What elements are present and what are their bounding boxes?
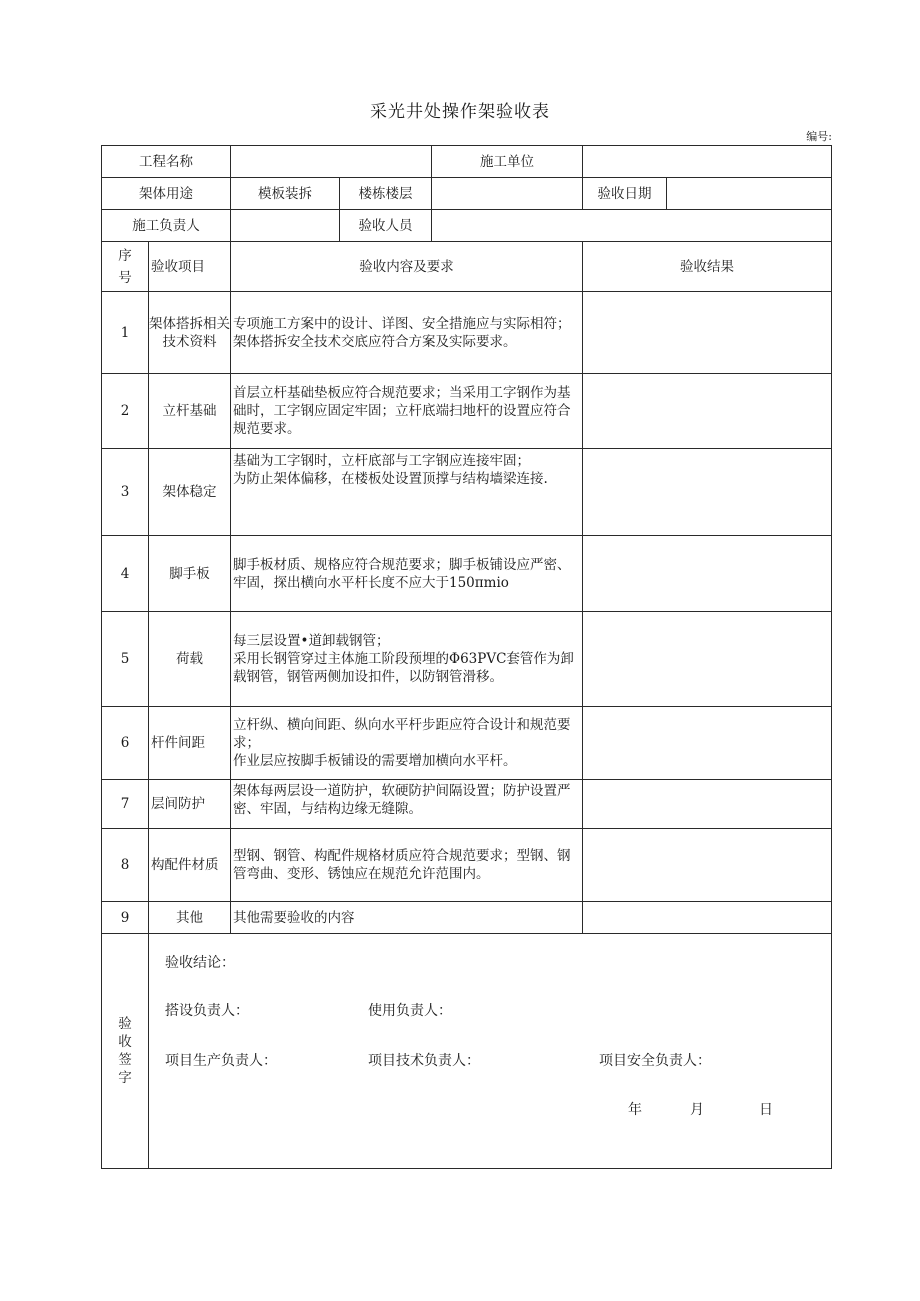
row-item: 立杆基础	[149, 374, 231, 449]
row-requirements: 型钢、钢管、构配件规格材质应符合规范要求；型钢、钢管弯曲、变形、锈蚀应在规范允许范围内。	[231, 829, 583, 902]
table-row	[102, 374, 832, 449]
col-header-result: 验收结果	[583, 242, 832, 292]
column-header-row	[102, 242, 832, 292]
row-number: 2	[102, 374, 149, 449]
production-leader-label: 项目生产负责人：	[165, 1053, 277, 1069]
row-result-field[interactable]	[583, 536, 832, 612]
row-item: 架体稳定	[149, 449, 231, 536]
row-item: 构配件材质	[149, 829, 231, 902]
signoff-row	[102, 934, 832, 1169]
building-floor-field[interactable]	[432, 178, 583, 210]
inspection-table	[101, 145, 832, 1169]
table-row	[102, 612, 832, 707]
technical-leader-label: 项目技术负责人：	[368, 1053, 480, 1069]
project-name-field[interactable]	[231, 146, 432, 178]
project-name-label: 工程名称	[102, 146, 231, 178]
inspection-date-field[interactable]	[667, 178, 832, 210]
construction-unit-field[interactable]	[583, 146, 832, 178]
col-header-item: 验收项目	[149, 242, 231, 292]
row-requirements: 其他需要验收的内容	[231, 902, 583, 934]
row-number: 1	[102, 292, 149, 374]
row-item: 脚手板	[149, 536, 231, 612]
row-item: 荷载	[149, 612, 231, 707]
header-row-usage	[102, 178, 832, 210]
signoff-label-char: 验	[118, 1016, 132, 1032]
row-number: 4	[102, 536, 149, 612]
row-result-field[interactable]	[583, 829, 832, 902]
page-title: 采光井处操作架验收表	[370, 102, 550, 122]
usage-label: 架体用途	[102, 178, 231, 210]
row-result-field[interactable]	[583, 902, 832, 934]
table-row	[102, 292, 832, 374]
row-number: 6	[102, 707, 149, 780]
row-number: 7	[102, 780, 149, 829]
row-number: 9	[102, 902, 149, 934]
signoff-area	[149, 934, 832, 1169]
signoff-label-char: 签	[118, 1052, 132, 1068]
col-header-requirements: 验收内容及要求	[231, 242, 583, 292]
header-row-personnel	[102, 210, 832, 242]
row-requirements: 基础为工字钢时，立杆底部与工字钢应连接牢固； 为防止架体偏移，在楼板处设置顶撑与结构墙梁连接.	[231, 449, 583, 536]
usage-field[interactable]: 模板装拆	[231, 178, 340, 210]
row-result-field[interactable]	[583, 707, 832, 780]
conclusion-label: 验收结论：	[165, 955, 235, 971]
row-number: 5	[102, 612, 149, 707]
signoff-label-char: 收	[118, 1034, 132, 1050]
signoff-label	[102, 934, 149, 1169]
user-leader-label: 使用负责人：	[368, 1003, 452, 1019]
table-row	[102, 902, 832, 934]
table-row	[102, 780, 832, 829]
building-floor-label: 楼栋楼层	[340, 178, 432, 210]
table-row	[102, 536, 832, 612]
row-result-field[interactable]	[583, 374, 832, 449]
inspector-label: 验收人员	[340, 210, 432, 242]
table-row	[102, 829, 832, 902]
safety-leader-label: 项目安全负责人：	[599, 1053, 711, 1069]
date-day-label: 日	[759, 1102, 773, 1118]
row-item: 其他	[149, 902, 231, 934]
header-row-project	[102, 146, 832, 178]
row-item: 层间防护	[149, 780, 231, 829]
row-requirements: 架体每两层设一道防护，软硬防护间隔设置；防护设置严密、牢固，与结构边缘无缝隙。	[231, 780, 583, 829]
row-requirements: 立杆纵、横向间距、纵向水平杆步距应符合设计和规范要求； 作业层应按脚手板铺设的需要增加横向水平杆。	[231, 707, 583, 780]
row-requirements: 首层立杆基础垫板应符合规范要求；当采用工字钢作为基础时，工字钢应固定牢固；立杆底端扫地杆的设置应符合规范要求。	[231, 374, 583, 449]
row-item: 架体搭拆相关技术资料	[149, 292, 231, 374]
construction-leader-label: 施工负责人	[102, 210, 231, 242]
doc-number-label: 编号:	[806, 130, 832, 143]
signoff-label-char: 字	[118, 1070, 132, 1086]
inspection-date-label: 验收日期	[583, 178, 667, 210]
row-item: 杆件间距	[149, 707, 231, 780]
row-number: 3	[102, 449, 149, 536]
row-requirements: 脚手板材质、规格应符合规范要求；脚手板铺设应严密、牢固，探出横向水平杆长度不应大于150πmio	[231, 536, 583, 612]
row-result-field[interactable]	[583, 449, 832, 536]
row-requirements: 专项施工方案中的设计、详图、安全措施应与实际相符； 架体搭拆安全技术交底应符合方案及实际要求。	[231, 292, 583, 374]
row-number: 8	[102, 829, 149, 902]
row-requirements: 每三层设置•道卸载钢管； 采用长钢管穿过主体施工阶段预埋的Φ63PVC套管作为卸载钢管，钢管两侧加设扣件，以防钢管滑移。	[231, 612, 583, 707]
construction-leader-field[interactable]	[231, 210, 340, 242]
row-result-field[interactable]	[583, 612, 832, 707]
table-row	[102, 707, 832, 780]
date-year-label: 年	[628, 1102, 642, 1118]
builder-leader-label: 搭设负责人：	[165, 1003, 249, 1019]
table-row	[102, 449, 832, 536]
date-month-label: 月	[690, 1102, 704, 1118]
inspector-field[interactable]	[432, 210, 832, 242]
row-result-field[interactable]	[583, 292, 832, 374]
construction-unit-label: 施工单位	[432, 146, 583, 178]
row-result-field[interactable]	[583, 780, 832, 829]
col-header-no: 序号	[102, 242, 149, 292]
